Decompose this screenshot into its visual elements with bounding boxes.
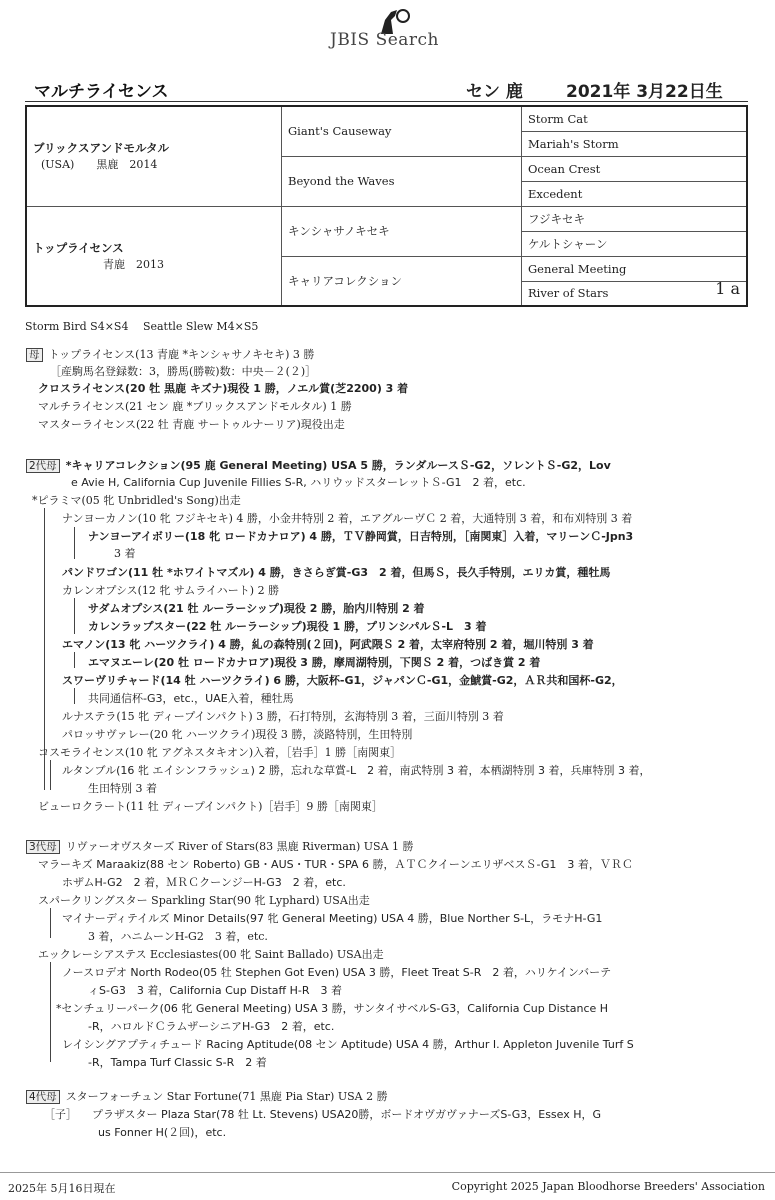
g3-line-12: -R，Tampa Turf Classic S-R 2 着 — [88, 1056, 267, 1069]
dam-dam[interactable]: キャリアコレクション — [282, 256, 522, 306]
g2-line-1: e Avie H, California Cup Juvenile Fillies S-R, ハリウッドスターレットＳ-G1 2 着，etc. — [71, 476, 526, 489]
g3-line-0: リヴァーオヴスターズ River of Stars(83 黒鹿 Riverman) USA 1 勝 — [65, 840, 414, 853]
sire-info: (USA) 黒鹿 2014 — [41, 158, 158, 172]
g2-line-4: ナンヨーアイボリー(18 牝 ロードカナロア) 4 勝，ＴＶ静岡賞，日吉特別，［南関東］入着，マリーンＣ-Jpn3 — [88, 530, 634, 543]
g3-line-9: *センチュリーパーク(06 牝 General Meeting) USA 3 勝，サンタイサベルS-G3，California Cup Distance H — [56, 1002, 609, 1015]
ssd[interactable]: Mariah's Storm — [522, 131, 748, 156]
dam-line-1: ［産駒馬名登録数：3，勝馬(勝鞍)数：中央－２(２)］ — [50, 365, 317, 378]
g2-line-0: *キャリアコレクション(95 鹿 General Meeting) USA 5 勝，ランダルースＳ-G2，ソレントＳ-G2，Lov — [65, 459, 611, 472]
g3-line-10: -R，ハロルドＣラムザーシニアH-G3 2 着，etc. — [88, 1020, 335, 1033]
g2-line-3: ナンヨーカノン(10 牝 フジキセキ) 4 勝，小金井特別 2 着，エアグルーヴＣ 2 着，大通特別 3 着，和布刈特別 3 着 — [62, 512, 633, 525]
tree-bar-4 — [74, 652, 75, 668]
tree-bar-8 — [50, 962, 51, 1062]
g2-line-5: 3 着 — [114, 547, 136, 560]
g2-line-11: エマヌエーレ(20 牡 ロードカナロア)現役 3 勝，摩周湖特別，下関Ｓ 2 着，つばき賞 2 着 — [88, 656, 541, 669]
g4-line-2: プラザスター Plaza Star(78 牡 Lt. Stevens) USA20勝，ボードオヴガヴァナーズS-G3，Essex H，G — [92, 1108, 602, 1121]
sdd[interactable]: Excedent — [522, 181, 748, 206]
footer-divider — [0, 1172, 775, 1173]
dam-line-4: マスターライセンス(22 牡 青鹿 サートゥルナーリア)現役出走 — [38, 418, 345, 431]
g2-line-7: カレンオプシス(12 牝 サムライハート) 2 勝 — [62, 584, 280, 597]
logo-text: JBIS Search — [330, 30, 440, 50]
dam-tag: 母 — [26, 348, 43, 362]
horse-birth: 2021年 3月22日生 — [566, 82, 723, 102]
ddd: River of Stars — [528, 286, 609, 301]
sire-cell[interactable] — [26, 106, 282, 206]
g2-line-14: ルナステラ(15 牝 ディープインパクト) 3 勝，石打特別，玄海特別 3 着，三面川特別 3 着 — [62, 710, 504, 723]
dsd[interactable]: ケルトシャーン — [522, 231, 748, 256]
dss[interactable]: フジキセキ — [522, 206, 748, 231]
tree-bar-2 — [74, 527, 75, 559]
g3-line-2: ホザムH-G2 2 着，ＭＲＣクーンジーH-G3 2 着，etc. — [62, 876, 346, 889]
dam-sire[interactable]: キンシャサノキセキ — [282, 206, 522, 256]
site-logo[interactable] — [0, 0, 775, 60]
sire-dam[interactable]: Beyond the Waves — [282, 156, 522, 206]
dam-line-3: マルチライセンス(21 セン 鹿 *ブリックスアンドモルタル) 1 勝 — [38, 400, 352, 413]
dam-info: 青鹿 2013 — [103, 257, 164, 271]
pedigree-table — [25, 105, 748, 307]
tree-bar-5 — [74, 688, 75, 704]
g2-line-6: パンドワゴン(11 牡 *ホワイトマズル) 4 勝，きさらぎ賞-G3 2 着，但馬Ｓ，長久手特別，エリカ賞，種牡馬 — [62, 566, 611, 579]
g3-line-3: スパークリングスター Sparkling Star(90 牝 Lyphard) USA出走 — [38, 894, 370, 907]
g3-line-6: エックレーシアステス Ecclesiastes(00 牝 Saint Ballado) USA出走 — [38, 948, 384, 961]
dam-line-0: トップライセンス(13 青鹿 *キンシャサノキセキ) 3 勝 — [48, 348, 315, 361]
g3-line-11: レイシングアプティチュード Racing Aptitude(08 セン Aptitude) USA 4 勝，Arthur I. Appleton Juvenile Turf S — [62, 1038, 634, 1051]
g2-line-17: ルタンブル(16 牝 エイシンフラッシュ) 2 勝，忘れな草賞-L 2 着，南武特別 3 着，本栖湖特別 3 着，兵庫特別 3 着， — [62, 764, 651, 777]
tree-bar-6 — [50, 760, 51, 790]
g2-line-19: ビューロクラート(11 牡 ディープインパクト)［岩手］9 勝［南関東］ — [38, 800, 383, 813]
g2-line-18: 生田特別 3 着 — [88, 782, 157, 795]
inbreeding: Storm Bird S4×S4 Seattle Slew M4×S5 — [25, 320, 259, 333]
tree-bar-7 — [50, 908, 51, 938]
g4-line-0: スターフォーチュン Star Fortune(71 黒鹿 Pia Star) USA 2 勝 — [65, 1090, 388, 1103]
g3-line-5: 3 着，ハニムーンH-G2 3 着，etc. — [88, 930, 268, 943]
g4-line-1: ［子］ — [44, 1108, 77, 1121]
g3-line-4: マイナーディテイルズ Minor Details(97 牝 General Meeting) USA 4 勝，Blue Norther S-L，ラモナH-G1 — [62, 912, 603, 925]
title-divider — [25, 101, 748, 102]
horse-sex: セン 鹿 — [466, 82, 523, 102]
horse-name: マルチライセンス — [34, 82, 169, 102]
sire-sire[interactable]: Giant's Causeway — [282, 106, 522, 156]
dds[interactable]: General Meeting — [522, 256, 748, 281]
g2-line-2: *ピラミマ(05 牝 Unbridled's Song)出走 — [32, 494, 241, 507]
g2-line-8: サダムオプシス(21 牡 ルーラーシップ)現役 2 勝，胎内川特別 2 着 — [88, 602, 425, 615]
footer-copyright: Copyright 2025 Japan Bloodhorse Breeders' Association — [451, 1180, 765, 1193]
g4-line-3: us Fonner H(２回)，etc. — [98, 1126, 227, 1139]
g2-line-16: コスモライセンス(10 牝 アグネスタキオン)入着，［岩手］1 勝［南関東］ — [38, 746, 402, 759]
sire-name: ブリックスアンドモルタル — [33, 141, 170, 156]
family-number: 1 a — [715, 278, 740, 298]
g3-line-8: ィS-G3 3 着，California Cup Distaff H-R 3 着 — [88, 984, 342, 997]
g2-line-13: 共同通信杯-G3，etc.，UAE入着，種牡馬 — [88, 692, 294, 705]
g2-tag: 2代母 — [26, 459, 60, 473]
g2-line-15: パロッサヴァレー(20 牝 ハーツクライ)現役 3 勝，淡路特別，生田特別 — [62, 728, 413, 741]
g4-tag: 4代母 — [26, 1090, 60, 1104]
footer-date: 2025年 5月16日現在 — [8, 1182, 116, 1195]
sds[interactable]: Ocean Crest — [522, 156, 748, 181]
dam-cell[interactable] — [26, 206, 282, 306]
sss[interactable]: Storm Cat — [522, 106, 748, 131]
dam-name: トップライセンス — [33, 240, 124, 255]
ddd-cell[interactable] — [522, 278, 748, 306]
g3-line-7: ノースロデオ North Rodeo(05 牡 Stephen Got Even) USA 3 勝，Fleet Treat S-R 2 着，ハリケインバーテ — [62, 966, 612, 979]
g3-tag: 3代母 — [26, 840, 60, 854]
g2-line-9: カレンラップスター(22 牡 ルーラーシップ)現役 1 勝，プリンシパルＳ-L 3 着 — [88, 620, 487, 633]
tree-bar-3 — [74, 598, 75, 634]
g2-line-12: スワーヴリチャード(14 牡 ハーツクライ) 6 勝，大阪杯-G1，ジャパンＣ-G1，金鯱賞-G2，ＡＲ共和国杯-G2， — [62, 674, 623, 687]
g2-line-10: エマノン(13 牝 ハーツクライ) 4 勝，糺の森特別(２回)，阿武隈Ｓ 2 着，太宰府特別 2 着，堀川特別 3 着 — [62, 638, 594, 651]
g3-line-1: マラーキズ Maraakiz(88 セン Roberto) GB・AUS・TUR・SPA 6 勝，ＡＴＣクイーンエリザベスＳ-G1 3 着，ＶＲＣ — [38, 858, 633, 871]
dam-line-2: クロスライセンス(20 牡 黒鹿 キズナ)現役 1 勝，ノエル賞(芝2200) 3 着 — [38, 382, 409, 395]
